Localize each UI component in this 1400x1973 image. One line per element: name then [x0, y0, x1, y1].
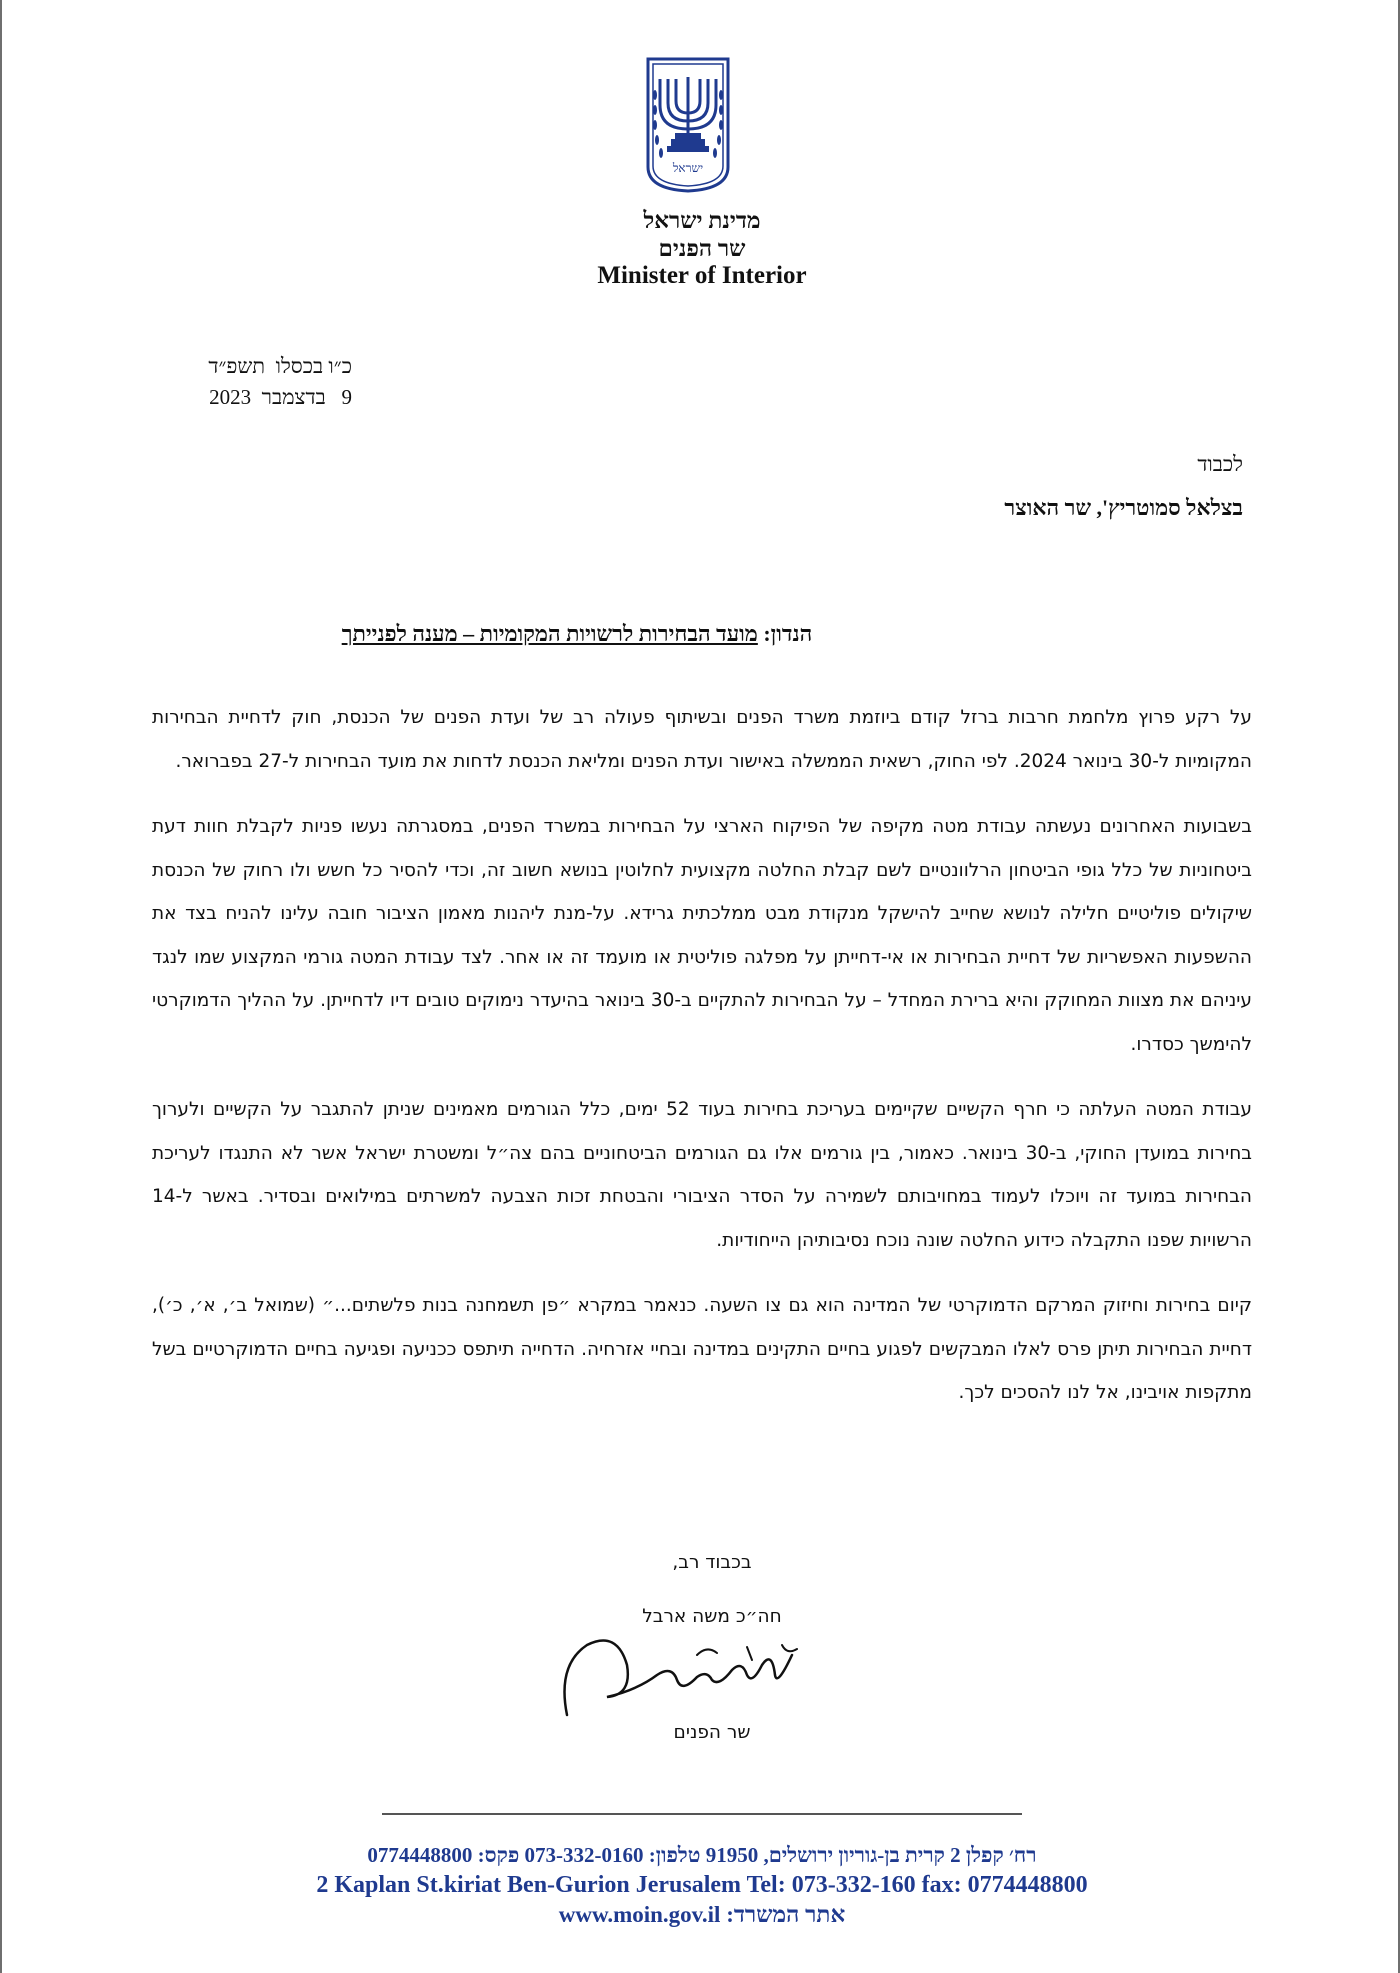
date-gregorian: 9 בדצמבר 2023	[209, 385, 352, 409]
emblem-text: ישראל	[672, 161, 704, 175]
signer-role: שר הפנים	[673, 1722, 751, 1743]
menorah-emblem-icon	[645, 55, 731, 195]
website-url[interactable]: www.moin.gov.il	[558, 1902, 721, 1927]
closing-regards: בכבוד רב,	[672, 1552, 752, 1573]
recipient-salutation: לכבוד	[1197, 452, 1243, 476]
letterhead-title-en: Minister of Interior	[597, 262, 807, 289]
handwritten-signature-icon	[547, 1625, 817, 1720]
subject-line	[152, 621, 1002, 647]
recipient-name: בצלאל סמוטריץ', שר האוצר	[1004, 495, 1243, 520]
letter-body	[152, 696, 1252, 1437]
website-label: אתר המשרד:	[726, 1902, 846, 1927]
footer-address-english: 2 Kaplan St.kiriat Ben-Gurion Jerusalem Tel: 073-332-160 fax: 0774448800	[316, 1872, 1088, 1898]
subject-text: מועד הבחירות לרשויות המקומיות – מענה לפנייתך	[341, 621, 758, 646]
letterhead-state: מדינת ישראל	[643, 208, 761, 233]
paragraph-3: עבודת המטה העלתה כי חרף הקשיים שקיימים בעריכת בחירות בעוד 52 ימים, כלל הגורמים מאמינים שניתן להתגבר על הקשיים ולערוך בחירות במועדן החוקי, ב-30 בינואר. כאמור, בין גורמים אלו גם הגורמים הביטחוניים בהם צה״ל ומשטרת ישראל אשר לא התנגדו לעריכת הבחירות במועד זה ויוכלו לעמוד במחויבותם לשמירה על הסדר הציבורי והבטחת זכות הצבעה למשרתים במילואים ובסדיר. באשר ל-14 הרשויות שפנו התקבלה כידוע החלטה שונה נוכח נסיבותיהן הייחודיות.	[152, 1099, 1253, 1251]
date-hebrew: כ״ו בכסלו תשפ״ד	[208, 354, 352, 378]
subject-label: הנדון:	[763, 621, 813, 646]
paragraph-1: על רקע פרוץ מלחמת חרבות ברזל קודם ביוזמת משרד הפנים ובשיתוף פעולה רב של ועדת הפנים של הכנסת, חוק לדחיית הבחירות המקומיות ל-30 בינואר 2024. לפי החוק, רשאית הממשלה באישור ועדת הפנים ומליאת הכנסת לדחות את מועד הבחירות ל-27 בפברואר.	[152, 707, 1252, 772]
paragraph-4: קיום בחירות וחיזוק המרקם הדמוקרטי של המדינה הוא גם צו השעה. כנאמר במקרא ״פן תשמחנה בנות פלשתים...״ (שמואל ב׳, א׳, כ׳), דחיית הבחירות תיתן פרס לאלו המבקשים לפגוע בחיים התקינים במדינה ובחיי אזרחיה. הדחייה תיתפס ככניעה ופגיעה בחיים הדמוקרטיים בשל מתקפות אויבינו, אל לנו להסכים לכך.	[152, 1295, 1252, 1403]
signer-name: חה״כ משה ארבל	[642, 1606, 782, 1627]
footer-website	[222, 1902, 1182, 1928]
footer-divider	[382, 1813, 1022, 1815]
letterhead-ministry: שר הפנים	[658, 236, 746, 261]
paragraph-2: בשבועות האחרונים נעשתה עבודת מטה מקיפה של הפיקוח הארצי על הבחירות במשרד הפנים, במסגרתה נעשו פניות לקבלת חוות דעת ביטחוניות של כלל גופי הביטחון הרלוונטיים לשם קבלת החלטה מקצועית לחלוטין בנושא חשוב זה, וכדי להסיר כל חשש ולו רחוק של הכנסת שיקולים פוליטיים חלילה לנושא שחייב להישקל מנקודת מבט ממלכתית גרידא. על-מנת ליהנות מאמון הציבור חובה עלינו להניח בצד את ההשפעות האפשריות של דחיית הבחירות או אי-דחייתן על מפלגה פוליטית או מועמד זה או אחר. לצד עבודת המטה גורמי המקצוע שמו לנגד עיניהם את מצוות המחוקק והיא ברירת המחדל – על הבחירות להתקיים ב-30 בינואר בהיעדר נימוקים טובים דיו לדחייתן. על ההליך הדמוקרטי להימשך כסדרו.	[152, 816, 1252, 1055]
footer-address-hebrew: רח׳ קפלן 2 קרית בן-גוריון ירושלים, 91950 טלפון: 073-332-0160 פקס: 0774448800	[367, 1843, 1037, 1867]
